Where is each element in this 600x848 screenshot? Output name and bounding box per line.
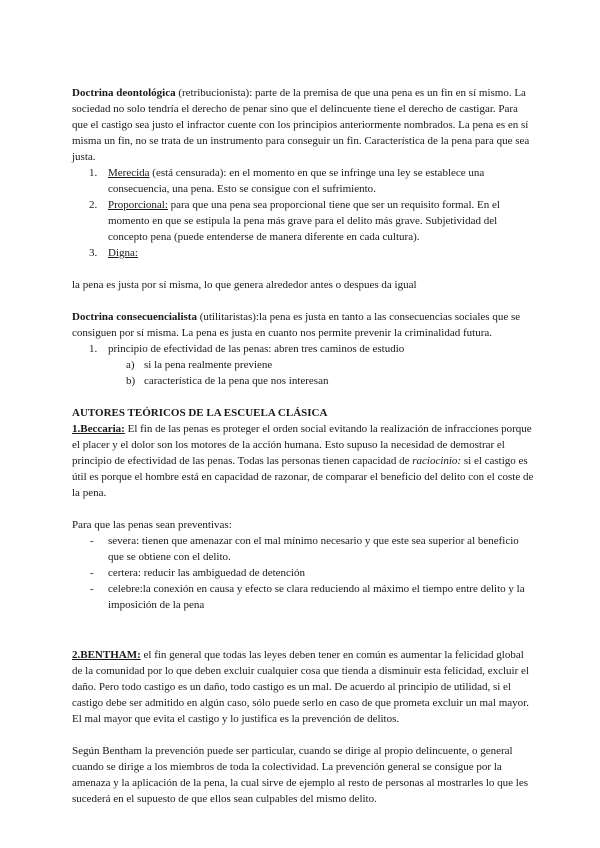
list-term: Merecida xyxy=(108,167,150,179)
beccaria-text: El fin de las penas es proteger el orden social evitando la realización de infracciones porque el placer y el dolor son los motores de la acción humana. Esto supuso la necesidad de demostrar el principio de efectividad de las penas. Todas las personas tienen capacidad de xyxy=(72,423,532,467)
consecuencialista-paragraph xyxy=(72,309,534,341)
list-number: 1. xyxy=(89,167,98,179)
bentham-text: el fin general que todas las leyes deben tener en común es aumentar la felicidad global de la comunidad por lo que deben excluir cualquier cosa que tienda a disminuir esta felicidad, excluir el daño. Pero todo castigo es un daño, todo castigo es un mal. De acuerdo al principio de utilidad, si el castigo debe ser admitido en algún caso, sólo puede serlo en caso de que prometa excluir un mal mayor. El mal mayor que evita el castigo y lo justifica es la prevención de delitos. xyxy=(72,649,529,725)
list-text: para que una pena sea proporcional tiene que ser un requisito formal. En el momento en que se estipula la pena más grave para el delito más grave. Subjetividad del concepto pena (puede entenderse de manera diferente en cada cultura). xyxy=(108,199,500,243)
deontologica-title: Doctrina deontológica xyxy=(72,87,176,99)
list-dash: - xyxy=(90,583,94,595)
beccaria-italic: raciocinio: xyxy=(412,455,462,467)
sub-list-item xyxy=(72,357,534,373)
list-dash: - xyxy=(90,567,94,579)
autores-heading: AUTORES TEÓRICOS DE LA ESCUELA CLÁSICA xyxy=(72,407,328,419)
list-dash: - xyxy=(90,535,94,547)
list-item xyxy=(72,533,534,565)
sub-list-item xyxy=(72,373,534,389)
deontologica-paragraph xyxy=(72,85,534,165)
bentham-paragraph xyxy=(72,647,534,727)
list-item xyxy=(72,565,534,581)
list-item xyxy=(72,197,534,245)
deontologica-lead: (retribucionista): parte de la premisa de que una pena es un fin en sí mismo. La sociedad no solo tendría el derecho de penar sino que el delincuente tiene el derecho de castigar. Para que el castigo sea justo el infractor cuente con los principios anteriormente nombrados. La pena es en sí misma un fin, no se trata de un instrumento para conseguir un fin. Característica de la pena para que sea justa. xyxy=(72,87,530,163)
list-letter: b) xyxy=(126,375,136,387)
list-item xyxy=(72,165,534,197)
list-number: 1. xyxy=(89,343,98,355)
preventivas-intro: Para que las penas sean preventivas: xyxy=(72,519,232,531)
list-text: celebre:la conexión en causa y efecto se clara reduciendo al máximo el tiempo entre delito y la imposición de la pena xyxy=(108,583,525,611)
beccaria-text-cont: si el castigo es útil es porque el hombre está en capacidad de razonar, de comparar el beneficio del delito con el coste de la pena. xyxy=(72,455,534,499)
deontologica-list xyxy=(72,165,534,261)
list-text: si la pena realmente previene xyxy=(144,359,273,371)
list-text: certera: reducir las ambiguedad de detención xyxy=(108,567,305,579)
list-text: principio de efectividad de las penas: abren tres caminos de estudio xyxy=(108,343,405,355)
list-item xyxy=(72,245,534,261)
consecuencialista-lead: (utilitaristas):la pena es justa en tanto a las consecuencias sociales que se consiguen por sí misma. La pena es justa en cuanto nos permite prevenir la criminalidad futura. xyxy=(72,311,521,339)
list-term: Proporcional: xyxy=(108,199,168,211)
list-term: Digna: xyxy=(108,247,138,259)
consecuencialista-title: Doctrina consecuencialista xyxy=(72,311,197,323)
beccaria-label: 1.Beccaria: xyxy=(72,423,125,435)
beccaria-paragraph xyxy=(72,421,534,501)
list-text: severa: tienen que amenazar con el mal mínimo necesario y que este sea superior al beneficio que se obtiene con el delito. xyxy=(108,535,519,563)
list-number: 2. xyxy=(89,199,98,211)
document-page xyxy=(72,85,534,807)
list-text: (está censurada): en el momento en que se infringe una ley se establece una consecuencia, una pena. Esto se consigue con el sufrimiento. xyxy=(108,167,485,195)
list-text: característica de la pena que nos interesan xyxy=(144,375,329,387)
list-item xyxy=(72,581,534,613)
deontologica-note: la pena es justa por sí misma, lo que genera alrededor antes o despues da igual xyxy=(72,279,417,291)
list-number: 3. xyxy=(89,247,98,259)
bentham-prevencion-paragraph: Según Bentham la prevención puede ser particular, cuando se dirige al propio delincuente, o general cuando se dirige a los miembros de toda la colectividad. La prevención general se consigue por la amenaza y la aplicación de la pena, la cual sirve de ejemplo al resto de personas al mostrarles lo que les sucederá en el supuesto de que ellos sean culpables del mismo delito. xyxy=(72,745,529,805)
bentham-label: 2.BENTHAM: xyxy=(72,649,141,661)
list-letter: a) xyxy=(126,359,135,371)
list-item xyxy=(72,341,534,357)
